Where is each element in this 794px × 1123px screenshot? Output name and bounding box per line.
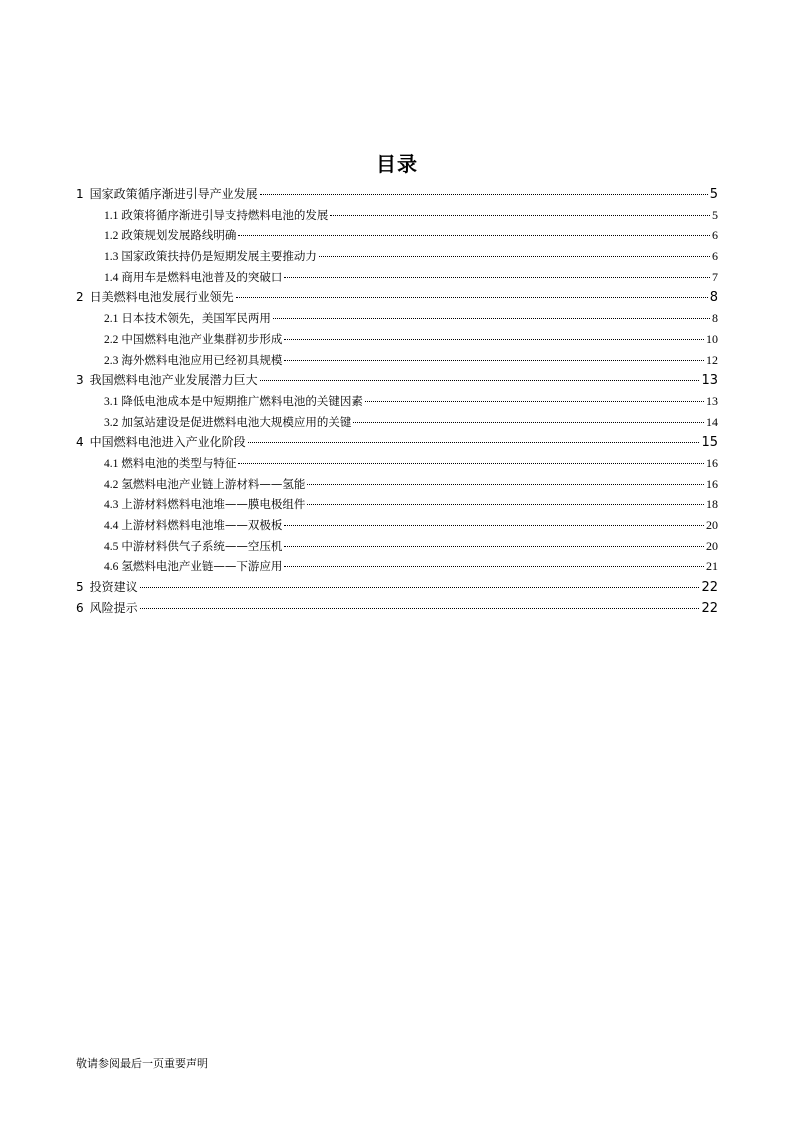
footer-disclaimer: 敬请参阅最后一页重要声明	[76, 1057, 208, 1070]
toc-page-number: 6	[712, 228, 718, 243]
toc-subsection-entry[interactable]	[76, 556, 718, 577]
toc-page-number: 8	[712, 311, 718, 326]
toc-subsection-entry[interactable]	[76, 225, 718, 246]
toc-entry-number: 4.1	[104, 457, 119, 470]
toc-entry-number: 3.2	[104, 416, 119, 429]
toc-entry-number: 3	[76, 373, 84, 388]
toc-page-number: 22	[701, 600, 718, 616]
toc-subsection-entry[interactable]	[76, 329, 718, 350]
toc-dot-leader	[307, 484, 704, 485]
toc-page-number: 5	[712, 207, 718, 222]
toc-dot-leader	[273, 318, 710, 319]
toc-page-number: 10	[706, 331, 718, 346]
toc-entry-number: 4.6	[104, 561, 119, 574]
toc-subsection-entry[interactable]	[76, 267, 718, 288]
toc-entry-title: 氢燃料电池产业链——下游应用	[121, 559, 283, 574]
toc-entry-number: 1.4	[104, 271, 119, 284]
toc-entry-number: 6	[76, 600, 84, 615]
toc-dot-leader	[238, 235, 710, 236]
toc-section-entry[interactable]	[76, 370, 718, 391]
toc-entry-title: 上游材料燃料电池堆——膜电极组件	[121, 497, 306, 512]
toc-page-number: 16	[706, 476, 718, 491]
toc-page-number: 5	[709, 187, 718, 202]
toc-entry-title: 燃料电池的类型与特征	[121, 455, 237, 470]
toc-entry-number: 1.2	[104, 230, 119, 243]
toc-entry-number: 4.2	[104, 478, 119, 491]
toc-entry-title: 上游材料燃料电池堆——双极板	[121, 518, 283, 532]
toc-entry-title: 国家政策循序渐进引导产业发展	[89, 187, 258, 201]
toc-entry-title: 我国燃料电池产业发展潜力巨大	[89, 373, 258, 388]
toc-entry-number: 3.1	[104, 395, 119, 408]
toc-dot-leader	[248, 442, 700, 443]
toc-dot-leader	[284, 339, 704, 340]
toc-page-number: 20	[706, 538, 718, 553]
toc-section-entry[interactable]	[76, 598, 718, 619]
toc-dot-leader	[140, 608, 700, 609]
toc-subsection-entry[interactable]	[76, 536, 718, 557]
toc-entry-title: 风险提示	[89, 600, 138, 615]
toc-entry-number: 4.3	[104, 499, 119, 512]
toc-dot-leader	[284, 546, 704, 547]
toc-entry-title: 海外燃料电池应用已经初具规模	[121, 352, 283, 367]
toc-dot-leader	[330, 215, 710, 216]
toc-dot-leader	[284, 566, 704, 567]
toc-page-number: 16	[706, 455, 718, 470]
toc-subsection-entry[interactable]	[76, 453, 718, 474]
page-title: 目录	[376, 152, 418, 176]
toc-page-number: 7	[712, 269, 718, 284]
toc-entry-title: 加氢站建设是促进燃料电池大规模应用的关键	[121, 414, 352, 429]
toc-page-number: 21	[706, 559, 718, 574]
toc-entry-title: 政策将循序渐进引导支持燃料电池的发展	[121, 207, 329, 222]
toc-subsection-entry[interactable]	[76, 205, 718, 226]
toc-dot-leader	[140, 587, 700, 588]
toc-entry-number: 1.3	[104, 251, 119, 264]
toc-entry-title: 中国燃料电池进入产业化阶段	[89, 435, 246, 450]
toc-dot-leader	[260, 380, 700, 381]
toc-subsection-entry[interactable]	[76, 308, 718, 329]
toc-entry-title: 日本技术领先，美国军民两用	[121, 311, 271, 326]
toc-page-number: 15	[701, 435, 718, 451]
toc-dot-leader	[238, 463, 704, 464]
toc-entry-title: 中国燃料电池产业集群初步形成	[121, 331, 283, 346]
toc-entry-title: 投资建议	[89, 580, 138, 595]
toc-dot-leader	[236, 297, 708, 298]
toc-entry-number: 5	[76, 580, 84, 595]
toc-subsection-entry[interactable]	[76, 391, 718, 412]
toc-entry-number: 1	[76, 187, 84, 201]
toc-entry-title: 国家政策扶持仍是短期发展主要推动力	[121, 249, 317, 264]
toc-page-number: 14	[706, 414, 718, 429]
toc-subsection-entry[interactable]	[76, 515, 718, 536]
toc-entry-number: 1.1	[104, 209, 119, 222]
toc-subsection-entry[interactable]	[76, 494, 718, 515]
toc-subsection-entry[interactable]	[76, 246, 718, 267]
toc-entry-title: 商用车是燃料电池普及的突破口	[121, 269, 283, 284]
toc-page-number: 13	[701, 373, 718, 389]
toc-page-number: 22	[701, 580, 718, 596]
toc-entry-title: 中游材料供气子系统——空压机	[121, 538, 283, 553]
toc-dot-leader	[353, 422, 704, 423]
toc-dot-leader	[284, 360, 704, 361]
toc-section-entry[interactable]	[76, 577, 718, 598]
toc-dot-leader	[365, 401, 704, 402]
toc-entry-number: 2.1	[104, 313, 119, 326]
toc-section-entry[interactable]	[76, 184, 718, 205]
toc-page-number: 20	[706, 518, 718, 532]
toc-section-entry[interactable]	[76, 287, 718, 308]
toc-subsection-entry[interactable]	[76, 474, 718, 495]
toc-page-number: 18	[706, 497, 718, 512]
toc-entry-number: 2	[76, 290, 84, 305]
toc-dot-leader	[284, 525, 704, 526]
toc-dot-leader	[307, 504, 704, 505]
toc-dot-leader	[319, 256, 710, 257]
toc-entry-number: 4.5	[104, 540, 119, 553]
toc-dot-leader	[260, 194, 708, 195]
toc-page-number: 12	[706, 352, 718, 367]
toc-page-number: 6	[712, 249, 718, 264]
toc-section-entry[interactable]	[76, 432, 718, 453]
toc-dot-leader	[284, 277, 710, 278]
toc-entry-number: 4.4	[104, 520, 119, 532]
toc-subsection-entry[interactable]	[76, 412, 718, 433]
toc-entry-number: 4	[76, 435, 84, 450]
toc-entry-title: 日美燃料电池发展行业领先	[89, 290, 234, 305]
toc-subsection-entry[interactable]	[76, 350, 718, 371]
toc-entry-number: 2.3	[104, 354, 119, 367]
toc-entry-title: 降低电池成本是中短期推广燃料电池的关键因素	[121, 393, 363, 408]
toc-page-number: 13	[706, 393, 718, 408]
toc-page-number: 8	[709, 290, 718, 306]
toc-entry-title: 氢燃料电池产业链上游材料——氢能	[121, 476, 306, 491]
table-of-contents	[76, 184, 718, 618]
toc-entry-number: 2.2	[104, 333, 119, 346]
toc-entry-title: 政策规划发展路线明确	[121, 228, 237, 243]
